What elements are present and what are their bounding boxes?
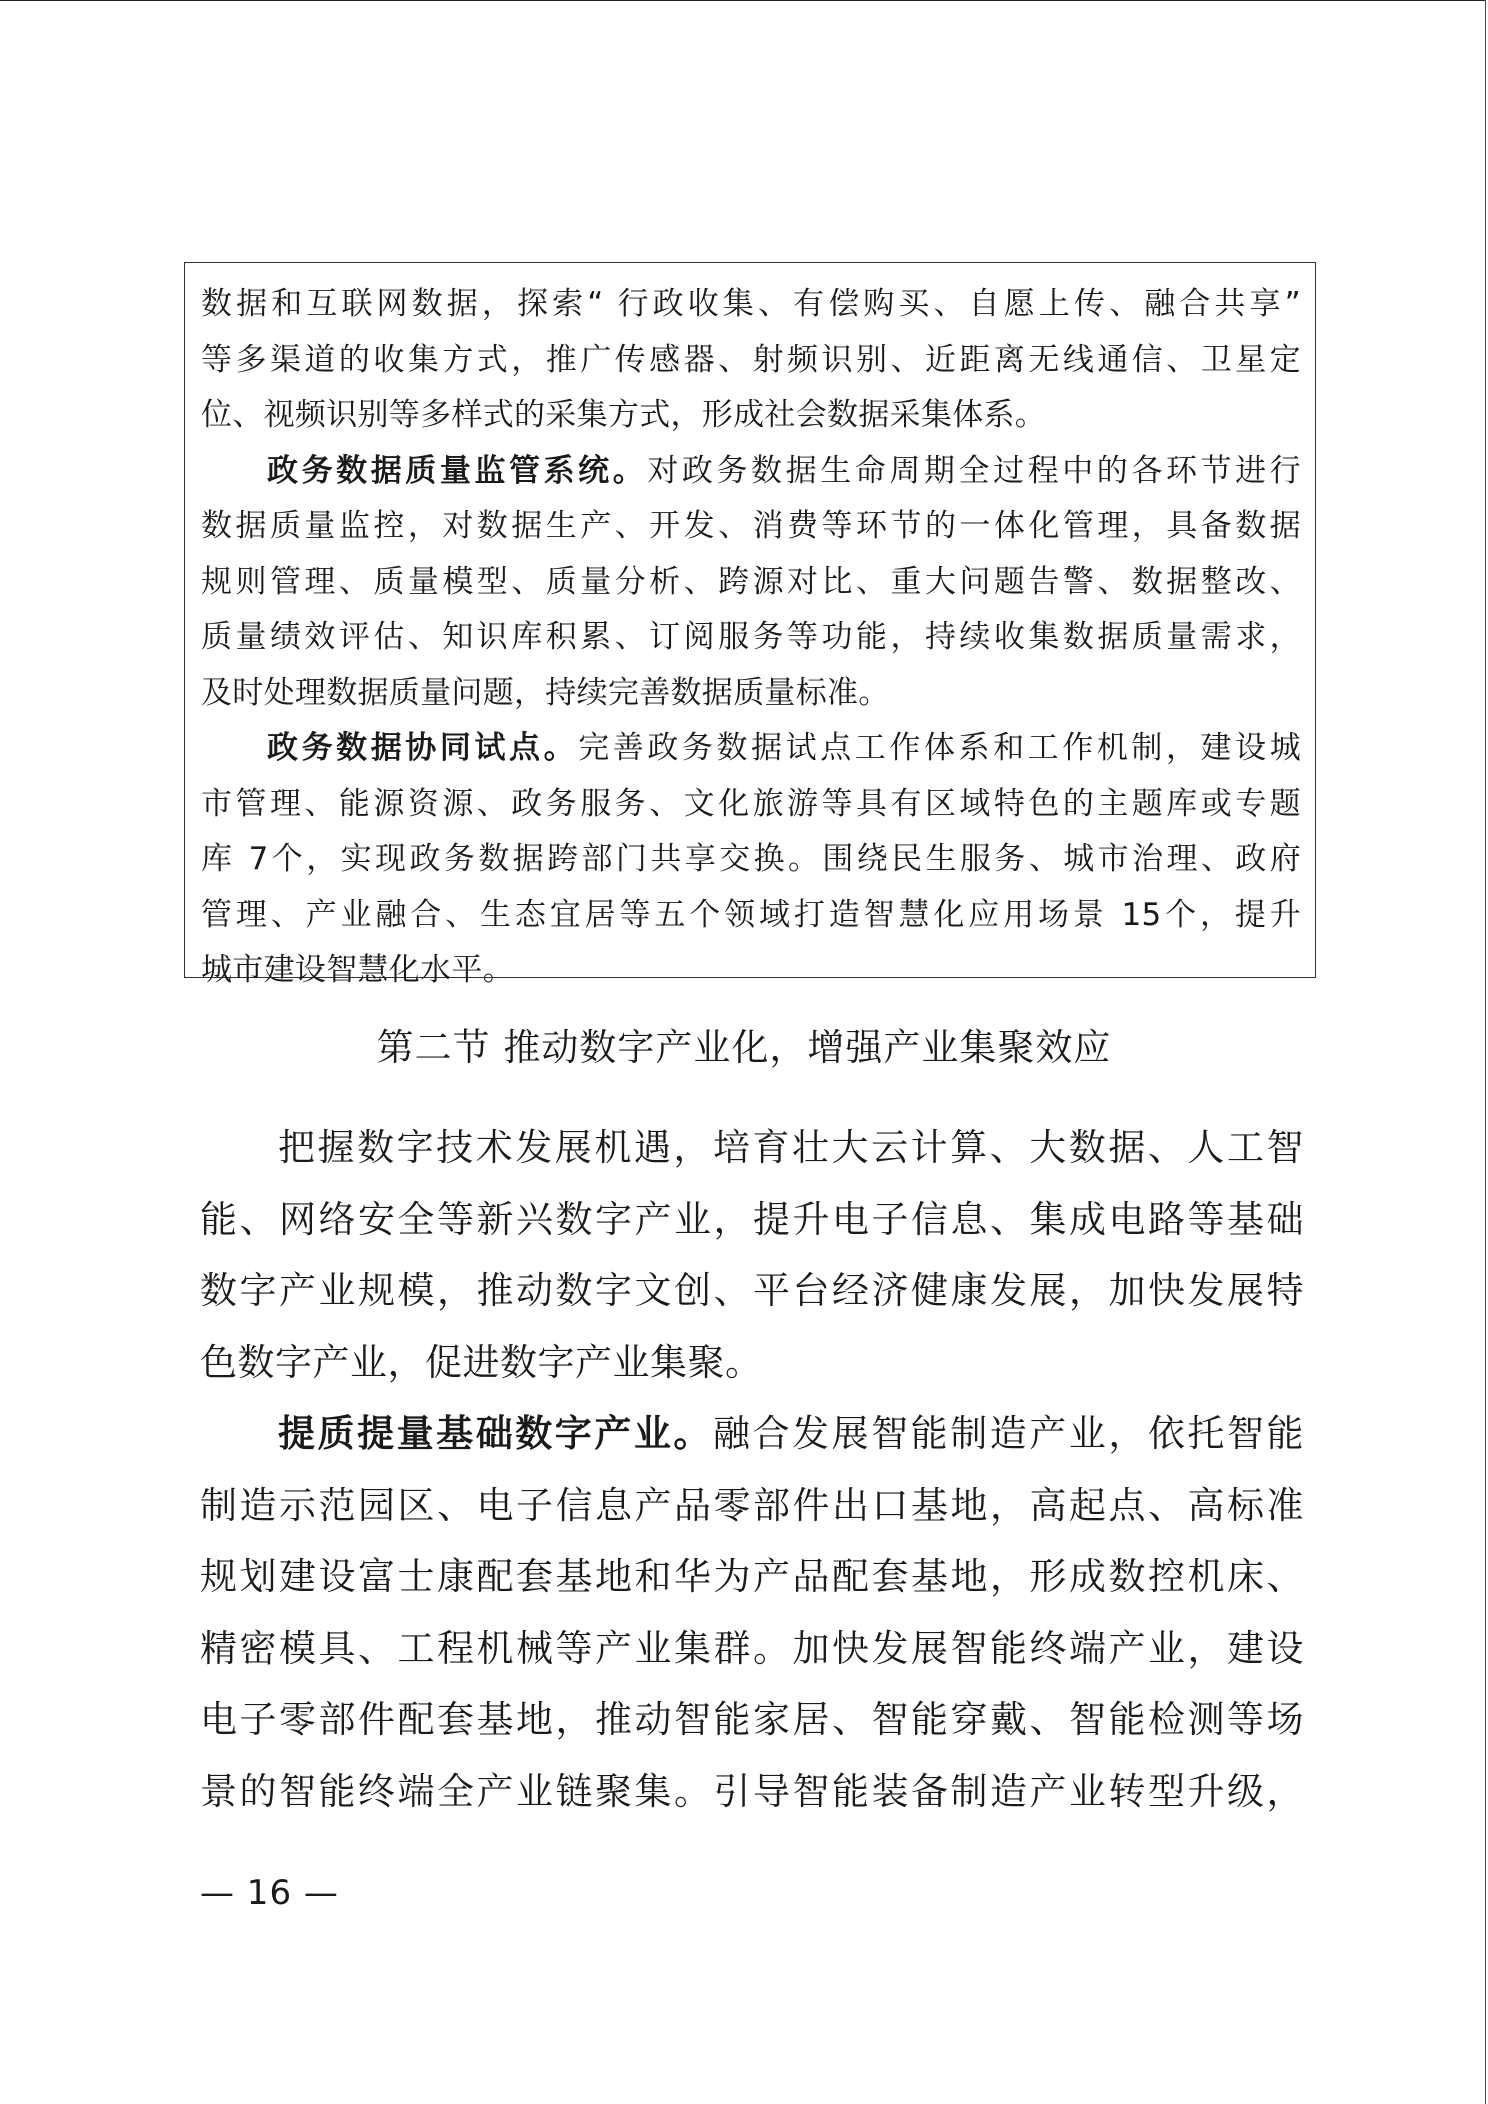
body-p1-line: 把握数字技术发展机遇，培育壮大云计算、大数据、人工智 bbox=[278, 1126, 1304, 1169]
box-p2-first-line bbox=[201, 444, 1301, 500]
body-p2-first-text: 融合发展智能制造产业，依托智能 bbox=[712, 1412, 1305, 1455]
box-p2-line: 质量绩效评估、知识库积累、订阅服务等功能，持续收集数据质量需求， bbox=[201, 619, 1301, 655]
box-p2-line: 规则管理、质量模型、质量分析、跨源对比、重大问题告警、数据整改、 bbox=[201, 563, 1301, 600]
body-p2-line: 精密模具、工程机械等产业集群。加快发展智能终端产业，建设 bbox=[200, 1626, 1304, 1670]
box-p3-first-text: 完善政务数据试点工作体系和工作机制，建设城 bbox=[578, 730, 1301, 766]
box-p1-line: 位、视频识别等多样式的采集方式，形成社会数据采集体系。 bbox=[201, 397, 1047, 433]
box-p2-first-text: 对政务数据生命周期全过程中的各环节进行 bbox=[647, 452, 1301, 489]
section-heading: 第二节 推动数字产业化，增强产业集聚效应 bbox=[376, 1026, 1112, 1069]
body-p2-line: 制造示范园区、电子信息产品零部件出口基地，高起点、高标准 bbox=[200, 1483, 1304, 1527]
body-p2-line: 景的智能终端全产业链聚集。引导智能装备制造产业转型升级， bbox=[200, 1769, 1304, 1813]
body-text bbox=[200, 1112, 1304, 1827]
box-p2-heading: 政务数据质量监管系统。 bbox=[267, 452, 648, 489]
body-p1-line: 数字产业规模，推动数字文创、平台经济健康发展，加快发展特 bbox=[200, 1269, 1304, 1312]
body-p1-line: 能、网络安全等新兴数字产业，提升电子信息、集成电路等基础 bbox=[200, 1197, 1304, 1241]
page-top-border bbox=[0, 0, 1486, 1]
box-p3-line: 管理、产业融合、生态宜居等五个领域打造智慧化应用场景 15个，提升 bbox=[201, 896, 1301, 933]
box-p1-line: 数据和互联网数据，探索“ 行政收集、有偿购买、自愿上传、融合共享” bbox=[201, 286, 1301, 322]
box-p3-line: 库 7个，实现政务数据跨部门共享交换。围绕民生服务、城市治理、政府 bbox=[201, 841, 1301, 877]
box-p1-line: 等多渠道的收集方式，推广传感器、射频识别、近距离无线通信、卫星定 bbox=[201, 341, 1301, 378]
body-p2-line: 电子零部件配套基地，推动智能家居、智能穿戴、智能检测等场 bbox=[200, 1698, 1304, 1741]
boxed-text-section bbox=[184, 262, 1316, 988]
box-p3-first-line bbox=[201, 721, 1301, 777]
page-number: — 16 — bbox=[200, 1873, 339, 1913]
body-p2-heading: 提质提量基础数字产业。 bbox=[278, 1412, 713, 1455]
body-p2-first-line bbox=[200, 1398, 1304, 1470]
box-p3-line: 市管理、能源资源、政务服务、文化旅游等具有区域特色的主题库或专题 bbox=[201, 785, 1301, 822]
body-p2-line: 规划建设富士康配套基地和华为产品配套基地，形成数控机床、 bbox=[200, 1555, 1304, 1598]
box-p2-line: 数据质量监控，对数据生产、开发、消费等环节的一体化管理，具备数据 bbox=[201, 508, 1301, 544]
box-p3-line: 城市建设智慧化水平。 bbox=[201, 952, 514, 988]
box-p2-line: 及时处理数据质量问题，持续完善数据质量标准。 bbox=[201, 674, 890, 711]
box-p3-heading: 政务数据协同试点。 bbox=[267, 730, 579, 766]
body-p1-line: 色数字产业，促进数字产业集聚。 bbox=[200, 1340, 763, 1384]
